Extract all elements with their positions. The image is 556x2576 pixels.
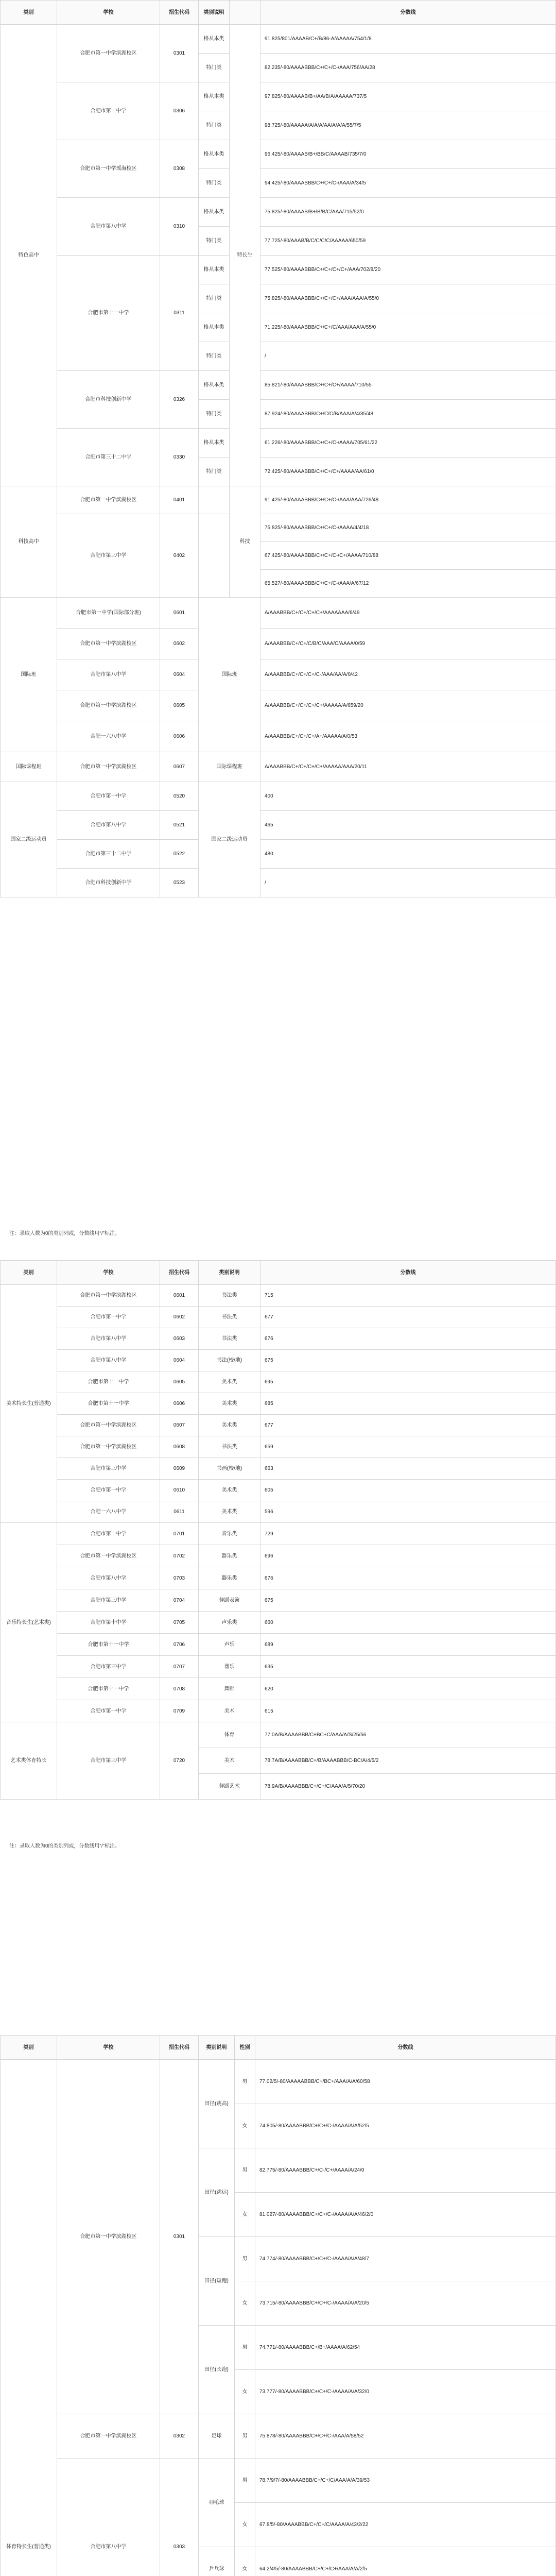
category-cell: 国家二级运动员	[1, 782, 57, 897]
code-cell: 0607	[160, 752, 199, 782]
table-header	[1, 1, 556, 25]
code-cell: 0520	[160, 782, 199, 811]
score-cell: 72.425/-80/AAAABBB/C+/C+/C+/AAAA/AA/61/0	[260, 457, 556, 486]
type-cell: 格从本类	[199, 313, 230, 342]
type-cell: 美术类	[199, 1480, 260, 1501]
subtype-cell: 特长生	[230, 25, 260, 486]
score-cell: 87.924/-80/AAAABBB/C+/C/C/B/AAA/A/4/35/48	[260, 400, 556, 429]
school-cell: 合肥市科技创新中学	[57, 869, 160, 897]
category-cell: 艺术类体育特长	[1, 1722, 57, 1800]
header-type: 类别说明	[199, 2036, 235, 2060]
gender-cell: 男	[235, 2459, 255, 2503]
type-cell: 书法类	[199, 1328, 260, 1350]
score-cell: 67.425/-80/AAAABBB/C+/C+/C-/C+/AAAA/710/88	[260, 542, 556, 570]
school-cell: 合肥市第一中学滨湖校区	[57, 1545, 160, 1567]
table-row	[1, 629, 556, 659]
table-row	[1, 198, 556, 227]
type-cell: 国家二级运动员	[199, 782, 260, 897]
school-cell: 合肥市第三中学	[57, 1458, 160, 1480]
score-cell: 695	[260, 1371, 556, 1393]
type-cell: 格从本类	[199, 25, 230, 54]
score-cell: 96.425/-80/AAAAB/B+/BB/C/AAAAB/735/7/0	[260, 140, 556, 169]
code-cell: 0602	[160, 1307, 199, 1328]
header-score: 分数线	[255, 2036, 556, 2060]
score-cell: 78.9A/B/AAAABBB/C+/C+/C/AAA/A/5/70/20	[260, 1774, 556, 1800]
school-cell: 合肥市第八中学	[57, 2459, 160, 2576]
code-cell: 0701	[160, 1523, 199, 1545]
gender-cell: 男	[235, 2237, 255, 2281]
header-code: 招生代码	[160, 1, 199, 25]
category-cell: 体育特长生(普通类)	[1, 2060, 57, 2576]
score-cell: 77.0A/B/AAAABBB/C+BC+C/AAA/A/S/25/56	[260, 1722, 556, 1748]
code-cell: 0610	[160, 1480, 199, 1501]
score-cell: 75.878/-80/AAAABBB/C+/C+/C-/AAA/A/58/52	[255, 2414, 556, 2459]
table-row	[1, 782, 556, 811]
header-school: 学校	[57, 1, 160, 25]
code-cell: 0311	[160, 256, 199, 371]
score-cell: 73.715/-80/AAAABBB/C+/C+/C-/AAAA/A/A/20/5	[255, 2281, 556, 2326]
school-cell: 合肥市第十一中学	[57, 1678, 160, 1700]
type-cell: 特门类	[199, 342, 230, 371]
header-score: 分数线	[260, 1261, 556, 1285]
school-cell: 合肥市第一中学滨湖校区	[57, 629, 160, 659]
score-cell: 77.02/5/-80/AAAAABBB/C+/BC+/AAA/A/A/60/58	[255, 2060, 556, 2104]
table-row	[1, 1328, 556, 1350]
school-cell: 合肥市第一中学	[57, 1700, 160, 1722]
category-cell: 音乐特长生(艺术类)	[1, 1523, 57, 1722]
category-cell: 国际课程班	[1, 752, 57, 782]
header-school: 学校	[57, 2036, 160, 2060]
table-row	[1, 1612, 556, 1634]
score-cell: 663	[260, 1458, 556, 1480]
score-cell: 97.825/-80/AAAAB/B+/AA/B/A/AAAAA/737/5	[260, 82, 556, 111]
school-cell: 合肥市第一中学	[57, 82, 160, 140]
school-cell: 合肥市第八中学	[57, 198, 160, 256]
table-row	[1, 2060, 556, 2104]
school-cell: 合肥一六八中学	[57, 1501, 160, 1523]
code-cell: 0707	[160, 1656, 199, 1678]
table-row	[1, 1350, 556, 1371]
school-cell: 合肥市第十一中学	[57, 1371, 160, 1393]
category-cell: 美术特长生(普通类)	[1, 1285, 57, 1523]
code-cell: 0523	[160, 869, 199, 897]
header-type: 类别说明	[199, 1, 230, 25]
school-cell: 合肥市第一中学滨湖校区	[57, 1436, 160, 1458]
type-cell: 格从本类	[199, 198, 230, 227]
table-note: 注：录取人数为0的类别列或，分数线用“/”标注。	[9, 1843, 120, 1849]
gender-cell: 女	[235, 2193, 255, 2237]
gender-cell: 男	[235, 2326, 255, 2370]
school-cell: 合肥市第一中学瑶海校区	[57, 140, 160, 198]
table-row	[1, 25, 556, 54]
table-row	[1, 840, 556, 869]
school-cell: 合肥市第一中学	[57, 1307, 160, 1328]
gender-cell: 男	[235, 2148, 255, 2193]
table-row	[1, 429, 556, 457]
score-cell: 77.725/-80/AAAB/B/C/C/C/C/AAAAA/650/59	[260, 227, 556, 256]
school-cell: 合肥市第一中学滨湖校区	[57, 2060, 160, 2414]
table-header	[1, 1261, 556, 1285]
score-cell: 78.7/9/7/-80/AAAABBB/C+/C+/C/AAA/A/A/39/53	[255, 2459, 556, 2503]
table-row	[1, 659, 556, 690]
score-cell: 74.774/-80/AAAABBB/C+/C+/C-/AAAA/A/A/48/7	[255, 2237, 556, 2281]
type-cell: 舞蹈	[199, 1678, 260, 1700]
school-cell: 合肥市第一中学	[57, 1480, 160, 1501]
score-cell: /	[260, 869, 556, 897]
school-cell: 合肥市科技创新中学	[57, 371, 160, 429]
gender-cell: 女	[235, 2281, 255, 2326]
code-cell: 0705	[160, 1612, 199, 1634]
header-category: 类别	[1, 2036, 57, 2060]
table-row	[1, 140, 556, 169]
score-cell: 660	[260, 1612, 556, 1634]
table-1	[0, 0, 556, 897]
table-row	[1, 1589, 556, 1612]
category-cell: 科技高中	[1, 486, 57, 598]
school-cell: 合肥市第一中学滨湖校区	[57, 1415, 160, 1436]
type-cell: 书法类	[199, 1436, 260, 1458]
code-cell: 0611	[160, 1501, 199, 1523]
score-cell: 78.7A/B/AAAABBB/C+/B/AAAABBB/C-BC/A/4/5/2	[260, 1748, 556, 1774]
code-cell: 0702	[160, 1545, 199, 1567]
code-cell: 0706	[160, 1634, 199, 1656]
code-cell: 0720	[160, 1722, 199, 1800]
score-cell: 615	[260, 1700, 556, 1722]
table-row	[1, 1656, 556, 1678]
code-cell: 0330	[160, 429, 199, 486]
code-cell: 0609	[160, 1458, 199, 1480]
school-cell: 合肥市第三中学	[57, 514, 160, 598]
score-cell: 689	[260, 1634, 556, 1656]
table-row	[1, 598, 556, 629]
header-school: 学校	[57, 1261, 160, 1285]
score-cell: A/AAABBB/C+/C+/C+/C+/AAAAA/A/659/20	[260, 690, 556, 721]
score-cell: 75.825/-80/AAAABBB/C+/C+/C+/AAA/AAA/A/55/0	[260, 284, 556, 313]
score-cell: 605	[260, 1480, 556, 1501]
code-cell: 0604	[160, 1350, 199, 1371]
type-cell: 特门类	[199, 54, 230, 82]
score-cell: 676	[260, 1567, 556, 1589]
score-cell: A/AAABBB/C+/C+/C+/A+/AAAAA/A/0/53	[260, 721, 556, 752]
school-cell: 合肥市第三中学	[57, 1589, 160, 1612]
code-cell: 0608	[160, 1436, 199, 1458]
table-row	[1, 1545, 556, 1567]
school-cell: 合肥市第一中学滨湖校区	[57, 486, 160, 514]
category-cell: 特色高中	[1, 25, 57, 486]
type-cell: 音乐类	[199, 1523, 260, 1545]
code-cell: 0302	[160, 2414, 199, 2459]
table-row	[1, 1436, 556, 1458]
table-row	[1, 1307, 556, 1328]
score-cell: 74.771/-80/AAAABBB/C+/B+/AAAA/A/62/54	[255, 2326, 556, 2370]
type-cell: 体育	[199, 1722, 260, 1748]
type-cell: 田径(长跑)	[199, 2326, 235, 2414]
table-note: 注：录取人数为0的类别列或，分数线用“/”标注。	[9, 1231, 120, 1236]
type-cell: 书法类	[199, 1285, 260, 1307]
type-cell: 舞蹈艺术	[199, 1774, 260, 1800]
score-cell: 677	[260, 1415, 556, 1436]
type-cell: 田径(跳高)	[199, 2060, 235, 2148]
code-cell: 0704	[160, 1589, 199, 1612]
score-cell: 659	[260, 1436, 556, 1458]
score-cell: 64.2/4/5/-80/AAAABBB/C+/C+/C+/AAA/A/A/2/5	[255, 2547, 556, 2576]
code-cell: 0606	[160, 721, 199, 752]
score-cell: /	[260, 342, 556, 371]
table-row	[1, 1285, 556, 1307]
score-cell: 82.235/-80/AAAABBB/C+/C+/C-/AAA/756/AA/28	[260, 54, 556, 82]
type-cell: 格从本类	[199, 82, 230, 111]
code-cell: 0606	[160, 1393, 199, 1415]
table-row	[1, 811, 556, 840]
table-row	[1, 1480, 556, 1501]
type-cell: 美术类	[199, 1393, 260, 1415]
code-cell: 0602	[160, 629, 199, 659]
score-cell: 715	[260, 1285, 556, 1307]
score-cell: 596	[260, 1501, 556, 1523]
code-cell: 0401	[160, 486, 199, 514]
code-cell: 0601	[160, 598, 199, 629]
type-cell: 声乐类	[199, 1612, 260, 1634]
table-2	[0, 1260, 556, 1800]
score-cell: 677	[260, 1307, 556, 1328]
school-cell: 合肥市第三中学	[57, 1722, 160, 1800]
table-row	[1, 486, 556, 514]
table-row	[1, 2459, 556, 2503]
type-cell: 特门类	[199, 284, 230, 313]
school-cell: 合肥市第一中学滨湖校区	[57, 1285, 160, 1307]
score-cell: 81.027/-80/AAAABBB/C+/C+/C-/AAAA/A/A/46/2/0	[255, 2193, 556, 2237]
score-cell: 675	[260, 1589, 556, 1612]
score-cell: 675	[260, 1350, 556, 1371]
score-cell: 676	[260, 1328, 556, 1350]
score-cell: 74.805/-80/AAAABBB/C+/C+/C-/AAAA/A/A/52/5	[255, 2104, 556, 2148]
school-cell: 合肥一六八中学	[57, 721, 160, 752]
header-type: 类别说明	[199, 1261, 260, 1285]
score-cell: 91.425/-80/AAAABBB/C+/C+/C-/AAA/AAA/726/48	[260, 486, 556, 514]
score-cell: 61.226/-80/AAAABBB/C+/C+/C-/AAAA/705/61/22	[260, 429, 556, 457]
type-cell: 美术类	[199, 1415, 260, 1436]
code-cell: 0703	[160, 1567, 199, 1589]
code-cell: 0522	[160, 840, 199, 869]
school-cell: 合肥市第十一中学	[57, 256, 160, 371]
score-cell: A/AAABBB/C+/C+/C+/C+/AAAAA/AAA/20/11	[260, 752, 556, 782]
type-cell: 器乐	[199, 1656, 260, 1678]
score-cell: 67.8/5/-80/AAAABBB/C+/C+/C/AAAA/A/43/2/22	[255, 2503, 556, 2547]
type-cell: 书画(校/地)	[199, 1458, 260, 1480]
table-row	[1, 514, 556, 542]
type-cell: 美术	[199, 1700, 260, 1722]
type-cell: 田径(跳远)	[199, 2148, 235, 2237]
header-code: 招生代码	[160, 2036, 199, 2060]
code-cell: 0326	[160, 371, 199, 429]
code-cell: 0521	[160, 811, 199, 840]
table-3	[0, 2035, 556, 2576]
table-row	[1, 1523, 556, 1545]
type-cell	[199, 486, 230, 514]
score-cell: 696	[260, 1545, 556, 1567]
score-cell: 77.525/-80/AAAABBB/C+/C+/C+/C+/AAA/702/8/20	[260, 256, 556, 284]
score-cell: 465	[260, 811, 556, 840]
school-cell: 合肥市第十中学	[57, 1612, 160, 1634]
type-cell: 格从本类	[199, 371, 230, 400]
code-cell: 0709	[160, 1700, 199, 1722]
type-cell: 足球	[199, 2414, 235, 2459]
score-cell: 75.825/-80/AAAAB/B+/B/B/C/AAA/715/52/0	[260, 198, 556, 227]
gender-cell: 男	[235, 2060, 255, 2104]
table-row	[1, 690, 556, 721]
type-cell: 美术	[199, 1748, 260, 1774]
code-cell: 0607	[160, 1415, 199, 1436]
header-subtype	[230, 1, 260, 25]
score-cell: 75.825/-80/AAAABBB/C+/C+/C-/AAAA/4/4/18	[260, 514, 556, 542]
type-cell: 美术类	[199, 1501, 260, 1523]
score-cell: 729	[260, 1523, 556, 1545]
school-cell: 合肥市第一中学(国际部分班)	[57, 598, 160, 629]
table-row	[1, 1567, 556, 1589]
type-cell: 国际班	[199, 598, 260, 752]
type-cell: 乒乓球	[199, 2547, 235, 2576]
gender-cell: 女	[235, 2104, 255, 2148]
table-row	[1, 1634, 556, 1656]
school-cell: 合肥市第八中学	[57, 1350, 160, 1371]
score-cell: 685	[260, 1393, 556, 1415]
header-category: 类别	[1, 1261, 57, 1285]
table-3-body	[1, 2060, 556, 2576]
table-row	[1, 869, 556, 897]
type-cell: 羽毛球	[199, 2459, 235, 2547]
gender-cell: 男	[235, 2414, 255, 2459]
table-row	[1, 1458, 556, 1480]
score-cell: 91.825/801/AAAAB/C+/B/86-A/AAAAA/754/1/8	[260, 25, 556, 54]
score-cell: 65.527/-80/AAAABBB/C+/C+/C-/AAA/A/67/12	[260, 570, 556, 598]
type-cell: 声乐	[199, 1634, 260, 1656]
school-cell: 合肥市第十一中学	[57, 1393, 160, 1415]
code-cell: 0605	[160, 690, 199, 721]
score-cell: 98.725/-80/AAAAA/A/A/A/AA/A/A/A/55/7/5	[260, 111, 556, 140]
school-cell: 合肥市第三中学	[57, 1656, 160, 1678]
type-cell: 特门类	[199, 457, 230, 486]
type-cell: 器乐类	[199, 1545, 260, 1567]
code-cell: 0301	[160, 25, 199, 82]
gender-cell: 女	[235, 2370, 255, 2414]
score-cell: 480	[260, 840, 556, 869]
type-cell: 特门类	[199, 169, 230, 198]
category-cell: 国际班	[1, 598, 57, 752]
code-cell: 0402	[160, 514, 199, 598]
header-category: 类别	[1, 1, 57, 25]
school-cell: 合肥市第一中学	[57, 782, 160, 811]
score-cell: 85.821/-80/AAAABBB/C+/C+/C+/AAAA/710/55	[260, 371, 556, 400]
school-cell: 合肥市第一中学	[57, 1523, 160, 1545]
score-cell: A/AAABBB/C+/C+/C+/C+/AAAAAAA/6/49	[260, 598, 556, 629]
school-cell: 合肥市第八中学	[57, 1328, 160, 1350]
score-cell: 94.425/-80/AAAABBB/C+/C+/C-/AAA/A/34/5	[260, 169, 556, 198]
table-row	[1, 1371, 556, 1393]
type-cell: 格从本类	[199, 256, 230, 284]
score-cell: 635	[260, 1656, 556, 1678]
type-cell: 格从本类	[199, 140, 230, 169]
score-cell: 620	[260, 1678, 556, 1700]
score-cell: 400	[260, 782, 556, 811]
gender-cell: 女	[235, 2547, 255, 2576]
type-cell: 特门类	[199, 227, 230, 256]
table-row	[1, 1678, 556, 1700]
gender-cell: 女	[235, 2503, 255, 2547]
table-row	[1, 721, 556, 752]
score-cell: 82.775/-80/AAAABBB/C+/C-/C+/AAAA/A/24/0	[255, 2148, 556, 2193]
code-cell: 0303	[160, 2459, 199, 2576]
table-row	[1, 2414, 556, 2459]
code-cell: 0310	[160, 198, 199, 256]
school-cell: 合肥市第一中学滨湖校区	[57, 690, 160, 721]
code-cell: 0603	[160, 1328, 199, 1350]
school-cell: 合肥市第三十二中学	[57, 840, 160, 869]
type-cell: 书法类	[199, 1307, 260, 1328]
school-cell: 合肥市第八中学	[57, 1567, 160, 1589]
code-cell: 0308	[160, 140, 199, 198]
table-row	[1, 1700, 556, 1722]
type-cell: 国际课程班	[199, 752, 260, 782]
type-cell: 器乐类	[199, 1567, 260, 1589]
table-header	[1, 2036, 556, 2060]
header-code: 招生代码	[160, 1261, 199, 1285]
table-row	[1, 371, 556, 400]
table-row	[1, 256, 556, 284]
school-cell: 合肥市第三十二中学	[57, 429, 160, 486]
school-cell: 合肥市第一中学滨湖校区	[57, 752, 160, 782]
table-row	[1, 1501, 556, 1523]
type-cell: 书法(校/地)	[199, 1350, 260, 1371]
code-cell: 0306	[160, 82, 199, 140]
score-cell: 73.777/-80/AAAABBB/C+/C+/C-/AAAA/A/A/32/0	[255, 2370, 556, 2414]
table-row	[1, 1415, 556, 1436]
table-row	[1, 752, 556, 782]
code-cell: 0604	[160, 659, 199, 690]
score-cell: A/AAABBB/C+/C+/C/B/C/AAA/C/AAAA/0/59	[260, 629, 556, 659]
type-cell	[199, 514, 230, 598]
type-cell: 舞蹈表演	[199, 1589, 260, 1612]
code-cell: 0708	[160, 1678, 199, 1700]
school-cell: 合肥市第十一中学	[57, 1634, 160, 1656]
score-cell: 71.225/-80/AAAABBB/C+/C+/C/AAA/AAA/A/55/0	[260, 313, 556, 342]
header-gender: 性别	[235, 2036, 255, 2060]
code-cell: 0601	[160, 1285, 199, 1307]
school-cell: 合肥市第八中学	[57, 811, 160, 840]
type-cell: 特门类	[199, 400, 230, 429]
code-cell: 0301	[160, 2060, 199, 2414]
table-row	[1, 1393, 556, 1415]
table-row	[1, 1722, 556, 1748]
type-cell: 田径(短跑)	[199, 2237, 235, 2326]
type-cell: 格从本类	[199, 429, 230, 457]
type-cell: 美术类	[199, 1371, 260, 1393]
school-cell: 合肥市第一中学滨湖校区	[57, 25, 160, 82]
header-score: 分数线	[260, 1, 556, 25]
school-cell: 合肥市第八中学	[57, 659, 160, 690]
score-cell: A/AAABBB/C+/C+/C+/C-/AAA/AA/A/0/42	[260, 659, 556, 690]
type-cell: 特门类	[199, 111, 230, 140]
code-cell: 0605	[160, 1371, 199, 1393]
subtype-cell: 科技	[230, 486, 260, 598]
school-cell: 合肥市第一中学滨湖校区	[57, 2414, 160, 2459]
table-row	[1, 82, 556, 111]
